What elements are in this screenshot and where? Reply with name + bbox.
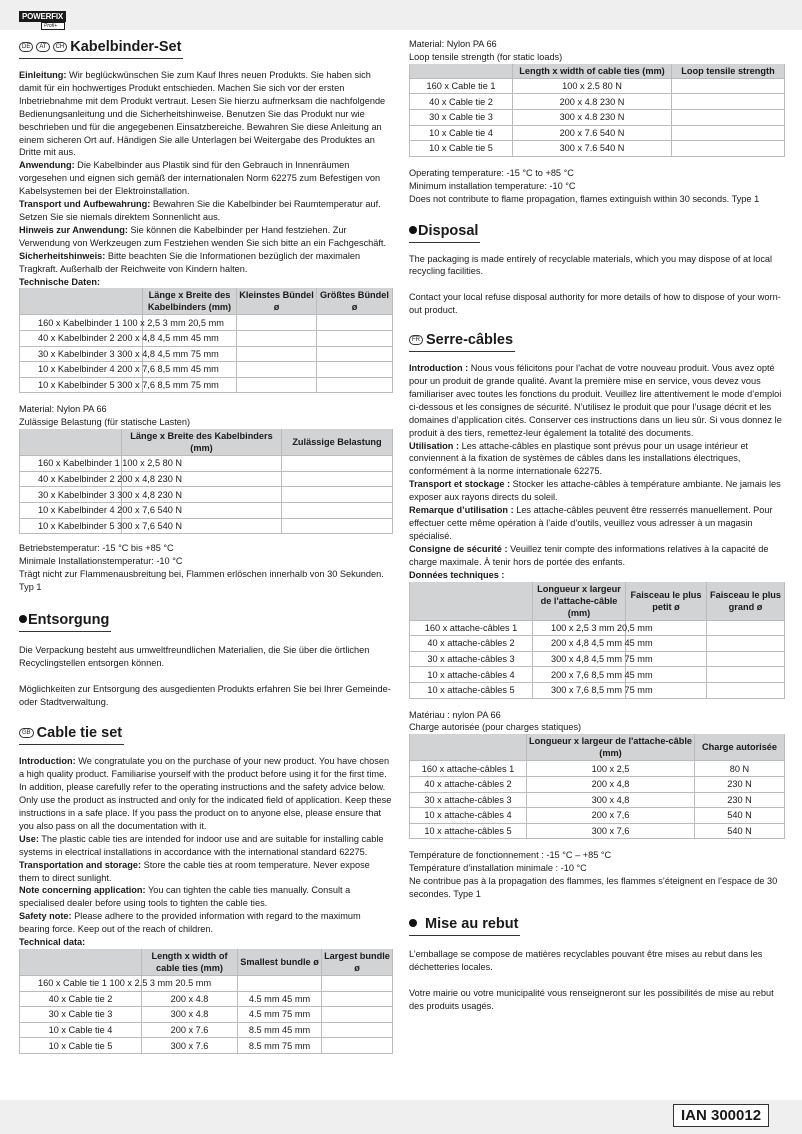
paragraph: [19, 910, 392, 936]
table-row: [20, 362, 393, 378]
disposal-text: [19, 644, 392, 709]
table-cell: 40 x Kabelbinder 2 200 x 4,8 230 N: [20, 471, 122, 487]
table-row: [20, 331, 393, 347]
paragraph-label: Technische Daten:: [19, 276, 101, 287]
table-cell: 30 x attache-câbles 3: [410, 792, 527, 808]
paragraph-text: Les attache-câbles peuvent être resserrés manuellement. Pour effectuer cette même opération à l’aide d’outils, veuillez vous adresser à un magasin spécialisé.: [409, 505, 773, 541]
table-header-cell: Kleinstes Bündel ø: [237, 288, 317, 315]
table-cell: [322, 1022, 393, 1038]
table-cell: [317, 362, 393, 378]
paragraph-text: Bitte beachten Sie die Informationen bezüglich der maximalen Tragkraft. Außerhalb der Reichweite von Kindern halten.: [19, 250, 361, 274]
table-cell: [317, 377, 393, 393]
note-line: Does not contribute to flame propagation, flames extinguish within 30 seconds. Type 1: [409, 193, 760, 204]
table-cell: 300 x 7,6: [527, 823, 695, 839]
table-cell: 160 x Cable tie 1: [410, 78, 513, 94]
notes: [409, 849, 784, 901]
table-cell: 200 x 7,6 8,5 mm 45 mm: [533, 667, 626, 683]
table-row: [410, 125, 785, 141]
paragraph-label: Données techniques :: [409, 569, 505, 580]
paragraph-label: Transport und Aufbewahrung:: [19, 199, 151, 210]
table-header-cell: Zulässige Belastung: [282, 429, 393, 456]
table-cell: [237, 377, 317, 393]
note-line: Ne contribue pas à la propagation des flammes, les flammes s’éteignent en l’espace de 30 secondes. Type 1: [409, 876, 778, 899]
table-cell: 160 x Kabelbinder 1 100 x 2,5 3 mm 20,5 mm: [20, 315, 143, 331]
tech-table: [409, 582, 785, 699]
table-cell: 160 x Kabelbinder 1 100 x 2,5 80 N: [20, 456, 122, 472]
paragraph: [19, 755, 392, 832]
table-header-cell: Größtes Bündel ø: [317, 288, 393, 315]
table-cell: 300 x 7,6 8,5 mm 75 mm: [533, 682, 626, 698]
table-cell: 160 x attache-câbles 1: [410, 761, 527, 777]
material-line: Material: Nylon PA 66: [19, 404, 107, 415]
table-row: [20, 1007, 393, 1023]
disposal-paragraph: Contact your local refuse disposal authority for more details of how to dispose of your worn-out product.: [409, 292, 781, 316]
table-cell: 200 x 7.6: [142, 1022, 238, 1038]
table-row: [20, 456, 393, 472]
table-header-cell: [20, 949, 142, 976]
paragraph-text: Nous vous félicitons pour l’achat de votre nouveau produit. Vous avez opté pour un produit de grande qualité. Avant la première mise en service, vous devez vous familiariser avec toutes les fonctions du produit. Veuillez lire attentivement le mode d’emploi ci-dessous et les consignes de sécurité. N’utilisez le produit que pour l’usage décrit et les domaines d’application cités. Conserver ces instructions dans un lieu sûr. Si vous donnez le produit à des tiers, remettez-leur également la totalité des documents.: [409, 363, 782, 438]
table-cell: [282, 502, 393, 518]
table-cell: 200 x 4.8 230 N: [513, 94, 672, 110]
disposal-title: [19, 611, 111, 632]
paragraph: [19, 159, 392, 198]
table-header-cell: [20, 429, 122, 456]
table-header-cell: Charge autorisée: [695, 734, 785, 761]
disposal-text: [409, 253, 784, 318]
table-row: [410, 94, 785, 110]
left-column: [19, 38, 392, 1054]
table-cell: [707, 620, 785, 636]
table-cell: 30 x attache-câbles 3: [410, 651, 533, 667]
table-cell: [237, 315, 317, 331]
table-cell: [672, 94, 785, 110]
table-header-row: [410, 734, 785, 761]
flag-ch-icon: CH: [53, 42, 68, 52]
table-cell: 540 N: [695, 823, 785, 839]
note-line: Betriebstemperatur: -15 °C bis +85 °C: [19, 543, 174, 554]
table-cell: [317, 331, 393, 347]
paragraph-label: Safety note:: [19, 911, 72, 922]
table-header-cell: Length x width of cable ties (mm): [142, 949, 238, 976]
notes: [409, 167, 784, 206]
table-header-cell: Longueur x largeur de l'attache-câble (mm): [533, 582, 626, 621]
paragraph-text: The plastic cable ties are intended for indoor use and are suitable for installing cable systems in electrical installations in accordance with the international standard 62275.: [19, 833, 384, 857]
paragraph-label: Sicherheitshinweis:: [19, 250, 106, 261]
table-cell: [282, 471, 393, 487]
table-row: [410, 792, 785, 808]
paragraph-text: Bewahren Sie die Kabelbinder bei Raumtemperatur auf. Setzen Sie sie niemals direktem Sonnenlicht aus.: [19, 199, 381, 222]
paragraph-label: Use:: [19, 833, 39, 844]
table-header-cell: Length x width of cable ties (mm): [513, 64, 672, 79]
table-header-row: [20, 949, 393, 976]
paragraph-label: Introduction:: [19, 756, 76, 767]
table-cell: 10 x attache-câbles 4: [410, 808, 527, 824]
table-cell: 30 x Cable tie 3: [20, 1007, 142, 1023]
table-cell: [282, 518, 393, 534]
heading-text: Kabelbinder-Set: [70, 39, 182, 55]
tech-table: [409, 64, 785, 157]
table-cell: 30 x Cable tie 3: [410, 110, 513, 126]
disposal-paragraph: L’emballage se compose de matières recyclables pouvant être mises au rebut dans les déchetteries locales.: [409, 948, 763, 972]
table-row: [20, 991, 393, 1007]
table-cell: [237, 331, 317, 347]
table-cell: [237, 346, 317, 362]
table-cell: [317, 346, 393, 362]
table-row: [410, 110, 785, 126]
table-cell: 230 N: [695, 792, 785, 808]
paragraph-label: Technical data:: [19, 937, 86, 948]
table-cell: [672, 110, 785, 126]
section-title: [409, 331, 515, 352]
disposal-text: [409, 948, 784, 1013]
table-header-cell: Länge x Breite des Kabelbinders (mm): [122, 429, 282, 456]
table-cell: 300 x 4,8: [527, 792, 695, 808]
intro-block: [409, 362, 784, 581]
paragraph-text: Sie können die Kabelbinder per Hand festziehen. Zur Verwendung von Werkzeugen zum Festziehen wenden Sie sich bitte an ein Fachgeschäft.: [19, 224, 387, 248]
paragraph: [19, 250, 392, 276]
table-row: [20, 1038, 393, 1054]
table-cell: 10 x Kabelbinder 4 200 x 7,6 8,5 mm 45 mm: [20, 362, 143, 378]
note-line: Trägt nicht zur Flammenausbreitung bei, Flammen erlöschen innerhalb von 30 Sekunden. Typ 1: [19, 568, 384, 592]
table-cell: 30 x Kabelbinder 3 300 x 4,8 230 N: [20, 487, 122, 503]
table-header-row: [410, 64, 785, 79]
table-cell: [282, 487, 393, 503]
table-cell: 100 x 2.5 80 N: [513, 78, 672, 94]
table-cell: 8.5 mm 75 mm: [238, 1038, 322, 1054]
paragraph-text: Die Kabelbinder aus Plastik sind für den Gebrauch in Innenräumen vorgesehen und eignen sich gemäß der internationalen Norm 62275 zum Befestigen von Kabelsystemen bei der Elektroinstallation.: [19, 160, 381, 197]
table-header-row: [20, 429, 393, 456]
table-cell: [322, 976, 393, 992]
paragraph: [409, 440, 784, 479]
bullet-icon: [409, 226, 417, 234]
disposal-title: [409, 915, 520, 936]
paragraph-label: Transport et stockage :: [409, 479, 511, 490]
table-cell: [707, 667, 785, 683]
table-cell: 30 x Kabelbinder 3 300 x 4,8 4,5 mm 75 mm: [20, 346, 143, 362]
table-cell: 200 x 7,6: [527, 808, 695, 824]
paragraph: [19, 69, 392, 159]
paragraph: [19, 276, 392, 289]
table-row: [410, 620, 785, 636]
paragraph: [409, 478, 784, 504]
table-cell: [707, 682, 785, 698]
tech-table: [409, 734, 785, 839]
table-row: [410, 667, 785, 683]
paragraph: [409, 543, 784, 569]
table-row: [410, 141, 785, 157]
table-header-cell: Smallest bundle ø: [238, 949, 322, 976]
heading-text: Mise au rebut: [425, 915, 519, 932]
table-cell: 8.5 mm 45 mm: [238, 1022, 322, 1038]
table-row: [410, 636, 785, 652]
table-cell: 10 x attache-câbles 4: [410, 667, 533, 683]
table-cell: [322, 991, 393, 1007]
heading-text: Cable tie set: [36, 725, 123, 742]
table-cell: 80 N: [695, 761, 785, 777]
table-header-cell: Länge x Breite des Kabelbinders (mm): [143, 288, 237, 315]
table-cell: 4.5 mm 45 mm: [238, 991, 322, 1007]
table-row: [410, 651, 785, 667]
table-header-cell: [20, 288, 143, 315]
table-row: [20, 518, 393, 534]
table-cell: 10 x Cable tie 5: [20, 1038, 142, 1054]
table-cell: 10 x Kabelbinder 5 300 x 7,6 540 N: [20, 518, 122, 534]
table-header-cell: Largest bundle ø: [322, 949, 393, 976]
note-line: Température de fonctionnement : -15 °C – +85 °C: [409, 850, 612, 861]
table-row: [20, 487, 393, 503]
bullet-icon: [409, 919, 417, 927]
disposal-paragraph: The packaging is made entirely of recyclable materials, which you may dispose of at local recycling facilities.: [409, 253, 773, 277]
table-cell: 40 x attache-câbles 2: [410, 776, 527, 792]
paragraph: [19, 859, 392, 885]
table-cell: 10 x Cable tie 4: [410, 125, 513, 141]
disposal-paragraph: Votre mairie ou votre municipalité vous renseigneront sur les possibilités de mise au rebut des produits usagés.: [409, 987, 774, 1011]
table-cell: [322, 1007, 393, 1023]
table-cell: 200 x 4,8 4,5 mm 45 mm: [533, 636, 626, 652]
table-header-cell: Faisceau le plus petit ø: [626, 582, 707, 621]
table-cell: 200 x 7.6 540 N: [513, 125, 672, 141]
section-title: [19, 724, 124, 745]
paragraph-label: Consigne de sécurité :: [409, 543, 508, 554]
paragraph: [19, 936, 392, 949]
table-cell: 10 x attache-câbles 5: [410, 823, 527, 839]
disposal-paragraph: Die Verpackung besteht aus umweltfreundlichen Materialien, die Sie über die örtlichen Recyclingstellen entsorgen können.: [19, 644, 370, 668]
table-cell: 40 x Cable tie 2: [20, 991, 142, 1007]
table-row: [410, 776, 785, 792]
table-cell: [672, 141, 785, 157]
table-cell: 10 x Kabelbinder 5 300 x 7,6 8,5 mm 75 mm: [20, 377, 143, 393]
table-cell: 300 x 4.8 230 N: [513, 110, 672, 126]
paragraph: [409, 569, 784, 582]
table-cell: [282, 456, 393, 472]
table-cell: 300 x 7.6: [142, 1038, 238, 1054]
paragraph-text: Stocker les attache-câbles à température ambiante. Ne jamais les exposer aux rayons directs du soleil.: [409, 479, 781, 503]
paragraph-text: Wir beglückwünschen Sie zum Kauf Ihres neuen Produkts. Sie haben sich damit für ein hochwertiges Produkt entschieden. Machen Sie sich vor der ersten Inbetriebnahme mit dem Produkt vertraut. Lesen Sie hierzu aufmerksam die nachfolgende Bedienungsanleitung und die Sicherheitshinweise. Benutzen Sie das Produkt nur wie beschrieben und für die angegebenen Einsatzbereiche. Bewahren Sie diese Anleitung an einem sicheren Ort auf. Händigen Sie alle Unterlagen bei Weitergabe des Produktes an Dritte mit aus.: [19, 70, 386, 158]
paragraph: [19, 884, 392, 910]
table-cell: 300 x 7.6 540 N: [513, 141, 672, 157]
flag-de-icon: DE: [19, 42, 33, 52]
intro-block: [19, 69, 392, 288]
paragraph: [409, 504, 784, 543]
table-cell: 4.5 mm 75 mm: [238, 1007, 322, 1023]
table-cell: [322, 1038, 393, 1054]
heading-text: Disposal: [418, 222, 479, 239]
table-header-cell: Faisceau le plus grand ø: [707, 582, 785, 621]
table-row: [20, 315, 393, 331]
table-cell: [707, 651, 785, 667]
table-row: [410, 808, 785, 824]
disposal-paragraph: Möglichkeiten zur Entsorgung des ausgedienten Produkts erfahren Sie bei Ihrer Gemeinde- oder Stadtverwaltung.: [19, 683, 391, 707]
table-header-cell: [410, 734, 527, 761]
paragraph-text: Les attache-câbles en plastique sont prévus pour un usage intérieur et conviennent à la fixation de systèmes de câbles dans les installations électriques, conformément à la norme internationale 62275.: [409, 440, 749, 477]
material-line: Matériau : nylon PA 66: [409, 709, 501, 720]
table-cell: 100 x 2,5 3 mm 20,5 mm: [533, 620, 626, 636]
table-header-row: [20, 288, 393, 315]
paragraph: [19, 198, 392, 224]
bullet-icon: [19, 615, 27, 623]
note-line: Minimum installation temperature: -10 °C: [409, 180, 576, 191]
table-cell: 40 x attache-câbles 2: [410, 636, 533, 652]
table-header-cell: [410, 64, 513, 79]
paragraph-label: Introduction :: [409, 363, 469, 374]
tech-table: [19, 949, 393, 1054]
load-caption: Zulässige Belastung (für statische Lasten): [19, 417, 191, 428]
table-row: [20, 1022, 393, 1038]
paragraph-label: Anwendung:: [19, 160, 75, 171]
paragraph-text: Please adhere to the provided information with regard to the maximum bearing force. Keep out of the reach of children.: [19, 911, 361, 935]
table-cell: [317, 315, 393, 331]
table-header-row: [410, 582, 785, 621]
flag-fr-icon: FR: [409, 335, 423, 345]
table-header-cell: Longueur x largeur de l'attache-câble (mm): [527, 734, 695, 761]
load-caption: Charge autorisée (pour charges statiques): [409, 722, 582, 733]
paragraph-label: Remarque d’utilisation :: [409, 505, 514, 516]
table-cell: [237, 362, 317, 378]
table-cell: 40 x Kabelbinder 2 200 x 4,8 4,5 mm 45 mm: [20, 331, 143, 347]
table-row: [20, 346, 393, 362]
note-line: Minimale Installationstemperatur: -10 °C: [19, 556, 183, 567]
paragraph-text: We congratulate you on the purchase of your new product. You have chosen a high quality product. Familiarise yourself with the product before using it for the first time. In addition, please carefully refer to the operating instructions and the safety advice below. Only use the product as instructed and only for the indicated field of application. Keep these instructions in a safe place. If you pass the product on to anyone else, please ensure that you also pass on all the documentation with it.: [19, 756, 392, 831]
table-cell: [672, 125, 785, 141]
table-cell: 230 N: [695, 776, 785, 792]
table-row: [410, 78, 785, 94]
table-cell: 200 x 4,8: [527, 776, 695, 792]
load-caption: Loop tensile strength (for static loads): [409, 51, 563, 62]
table-row: [20, 471, 393, 487]
table-cell: 10 x Cable tie 5: [410, 141, 513, 157]
note-line: Température d’installation minimale : -10 °C: [409, 863, 587, 874]
flag-gb-icon: GB: [19, 728, 34, 738]
tech-table: [19, 429, 393, 534]
table-cell: 40 x Cable tie 2: [410, 94, 513, 110]
ian-number: IAN 300012: [673, 1104, 769, 1127]
table-cell: 300 x 4,8 4,5 mm 75 mm: [533, 651, 626, 667]
section-title: [19, 38, 183, 59]
paragraph-label: Einleitung:: [19, 70, 67, 80]
powerfix-logo: POWERFIX Profi+: [19, 11, 66, 30]
header-band: [0, 0, 802, 30]
right-column: [409, 38, 784, 1013]
table-cell: 10 x Cable tie 4: [20, 1022, 142, 1038]
heading-text: Entsorgung: [28, 611, 110, 628]
paragraph: [19, 833, 392, 859]
paragraph-text: Store the cable ties at room temperature. Never expose them to direct sunlight.: [19, 859, 370, 883]
table-header-cell: [410, 582, 533, 621]
table-row: [410, 682, 785, 698]
table-row: [20, 377, 393, 393]
table-cell: 200 x 4.8: [142, 991, 238, 1007]
tech-table: [19, 288, 393, 393]
disposal-title: [409, 222, 480, 243]
table-cell: [707, 636, 785, 652]
intro-block: [19, 755, 392, 949]
table-row: [20, 976, 393, 992]
paragraph-text: Veuillez tenir compte des informations relatives à la capacité de charge maximale. À tenir hors de portée des enfants.: [409, 543, 769, 567]
flag-at-icon: AT: [36, 42, 49, 52]
table-cell: 160 x Cable tie 1 100 x 2.5 3 mm 20.5 mm: [20, 976, 142, 992]
paragraph-label: Note concerning application:: [19, 885, 146, 896]
heading-text: Serre-câbles: [426, 332, 514, 349]
table-cell: 540 N: [695, 808, 785, 824]
table-row: [410, 761, 785, 777]
paragraph-label: Transportation and storage:: [19, 859, 142, 870]
table-cell: 300 x 4.8: [142, 1007, 238, 1023]
table-row: [20, 502, 393, 518]
table-cell: 160 x attache-câbles 1: [410, 620, 533, 636]
paragraph-label: Hinweis zur Anwendung:: [19, 224, 128, 235]
paragraph-label: Utilisation :: [409, 440, 460, 451]
table-cell: 10 x attache-câbles 5: [410, 682, 533, 698]
notes: [19, 542, 392, 594]
table-cell: 10 x Kabelbinder 4 200 x 7,6 540 N: [20, 502, 122, 518]
paragraph: [409, 362, 784, 439]
table-cell: [238, 976, 322, 992]
paragraph-text: You can tighten the cable ties manually. Consult a specialised dealer before using tools to tighten the cable ties.: [19, 885, 351, 909]
table-cell: 100 x 2,5: [527, 761, 695, 777]
material-line: Material: Nylon PA 66: [409, 39, 497, 49]
paragraph: [19, 224, 392, 250]
table-row: [410, 823, 785, 839]
table-cell: [672, 78, 785, 94]
table-header-cell: Loop tensile strength: [672, 64, 785, 79]
note-line: Operating temperature: -15 °C to +85 °C: [409, 167, 574, 178]
